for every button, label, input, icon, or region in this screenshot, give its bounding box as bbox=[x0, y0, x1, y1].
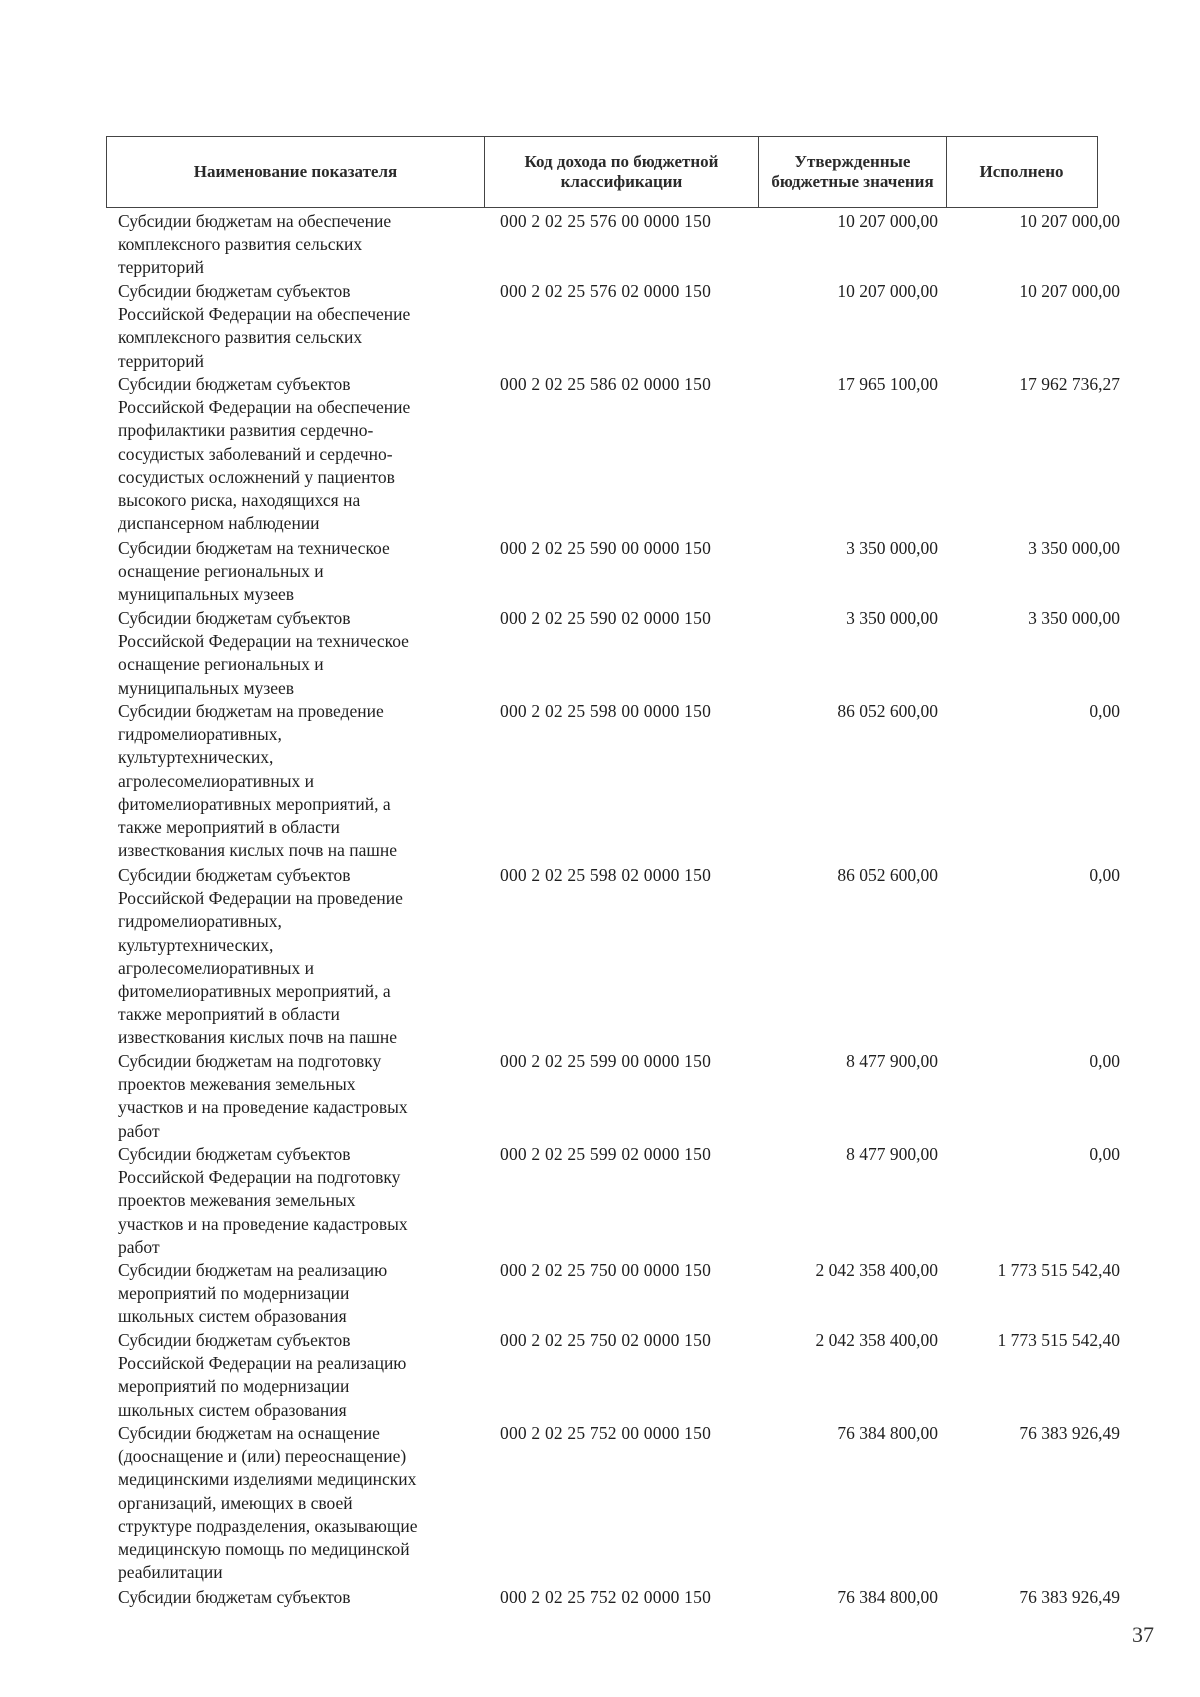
row-name: Субсидии бюджетам на обеспечение комплексного развития сельских территорий bbox=[118, 211, 392, 278]
row-approved: 3 350 000,00 bbox=[846, 608, 938, 628]
header-code: Код дохода по бюджетной классификации bbox=[485, 137, 759, 207]
row-name: Субсидии бюджетам субъектов Российской Федерации на обеспечение комплексного развития сельских территорий bbox=[118, 281, 411, 371]
row-name: Субсидии бюджетам субъектов Российской Федерации на техническое оснащение региональных и муниципальных музеев bbox=[118, 608, 409, 698]
row-code: 000 2 02 25 590 00 0000 150 bbox=[500, 538, 712, 558]
row-code: 000 2 02 25 752 02 0000 150 bbox=[500, 1587, 712, 1607]
row-approved: 10 207 000,00 bbox=[837, 211, 938, 231]
row-name: Субсидии бюджетам на техническое оснащение региональных и муниципальных музеев bbox=[118, 538, 390, 605]
row-approved: 86 052 600,00 bbox=[837, 701, 938, 721]
row-executed: 3 350 000,00 bbox=[1028, 608, 1120, 628]
row-executed: 3 350 000,00 bbox=[1028, 538, 1120, 558]
row-name: Субсидии бюджетам субъектов Российской Федерации на обеспечение профилактики развития сердечно- сосудистых заболеваний и сердечно- сосудистых осложнений у пациентов высокого риска, находящихся на диспансерном наблюдении bbox=[118, 374, 411, 534]
row-executed: 10 207 000,00 bbox=[1019, 281, 1120, 301]
row-code: 000 2 02 25 598 02 0000 150 bbox=[500, 865, 712, 885]
row-name: Субсидии бюджетам субъектов Российской Федерации на проведение гидромелиоративных, культуртехнических, агролесомелиоративных и фитомелиоративных мероприятий, а также мероприятий в области известкования кислых почв на пашне bbox=[118, 865, 403, 1048]
row-name: Субсидии бюджетам субъектов Российской Федерации на подготовку проектов межевания земельных участков и на проведение кадастровых работ bbox=[118, 1144, 408, 1257]
row-approved: 3 350 000,00 bbox=[846, 538, 938, 558]
row-executed: 1 773 515 542,40 bbox=[997, 1260, 1120, 1280]
row-executed: 17 962 736,27 bbox=[1019, 374, 1120, 394]
row-executed: 76 383 926,49 bbox=[1019, 1423, 1120, 1443]
row-code: 000 2 02 25 590 02 0000 150 bbox=[500, 608, 712, 628]
row-approved: 2 042 358 400,00 bbox=[815, 1260, 938, 1280]
row-approved: 86 052 600,00 bbox=[837, 865, 938, 885]
row-name: Субсидии бюджетам субъектов Российской Федерации на реализацию мероприятий по модернизации школьных систем образования bbox=[118, 1330, 407, 1420]
header-name: Наименование показателя bbox=[107, 137, 485, 207]
row-name: Субсидии бюджетам на реализацию мероприятий по модернизации школьных систем образования bbox=[118, 1260, 388, 1327]
row-approved: 10 207 000,00 bbox=[837, 281, 938, 301]
row-code: 000 2 02 25 599 00 0000 150 bbox=[500, 1051, 712, 1071]
row-executed: 76 383 926,49 bbox=[1019, 1587, 1120, 1607]
row-approved: 8 477 900,00 bbox=[846, 1051, 938, 1071]
row-code: 000 2 02 25 750 02 0000 150 bbox=[500, 1330, 712, 1350]
row-code: 000 2 02 25 752 00 0000 150 bbox=[500, 1423, 712, 1443]
row-executed: 0,00 bbox=[1089, 701, 1120, 721]
page-number: 37 bbox=[1132, 1622, 1154, 1647]
row-executed: 0,00 bbox=[1089, 1144, 1120, 1164]
row-name: Субсидии бюджетам на проведение гидромелиоративных, культуртехнических, агролесомелиоративных и фитомелиоративных мероприятий, а также мероприятий в области известкования кислых почв на пашне bbox=[118, 701, 397, 861]
table-header bbox=[106, 136, 1098, 208]
row-name: Субсидии бюджетам субъектов bbox=[118, 1587, 351, 1607]
row-executed: 1 773 515 542,40 bbox=[997, 1330, 1120, 1350]
row-code: 000 2 02 25 576 02 0000 150 bbox=[500, 281, 712, 301]
row-name: Субсидии бюджетам на оснащение (дооснащение и (или) переоснащение) медицинскими изделиями медицинских организаций, имеющих в своей структуре подразделения, оказывающие медицинскую помощь по медицинской реабилитации bbox=[118, 1423, 418, 1583]
header-approved: Утвержденные бюджетные значения bbox=[759, 137, 947, 207]
row-code: 000 2 02 25 576 00 0000 150 bbox=[500, 211, 712, 231]
row-code: 000 2 02 25 586 02 0000 150 bbox=[500, 374, 712, 394]
row-code: 000 2 02 25 750 00 0000 150 bbox=[500, 1260, 712, 1280]
row-executed: 0,00 bbox=[1089, 1051, 1120, 1071]
row-executed: 10 207 000,00 bbox=[1019, 211, 1120, 231]
row-approved: 76 384 800,00 bbox=[837, 1587, 938, 1607]
row-code: 000 2 02 25 598 00 0000 150 bbox=[500, 701, 712, 721]
row-code: 000 2 02 25 599 02 0000 150 bbox=[500, 1144, 712, 1164]
row-approved: 8 477 900,00 bbox=[846, 1144, 938, 1164]
header-executed: Исполнено bbox=[979, 162, 1064, 181]
row-approved: 76 384 800,00 bbox=[837, 1423, 938, 1443]
row-executed: 0,00 bbox=[1089, 865, 1120, 885]
row-approved: 17 965 100,00 bbox=[837, 374, 938, 394]
row-approved: 2 042 358 400,00 bbox=[815, 1330, 938, 1350]
row-name: Субсидии бюджетам на подготовку проектов межевания земельных участков и на проведение кадастровых работ bbox=[118, 1051, 408, 1141]
